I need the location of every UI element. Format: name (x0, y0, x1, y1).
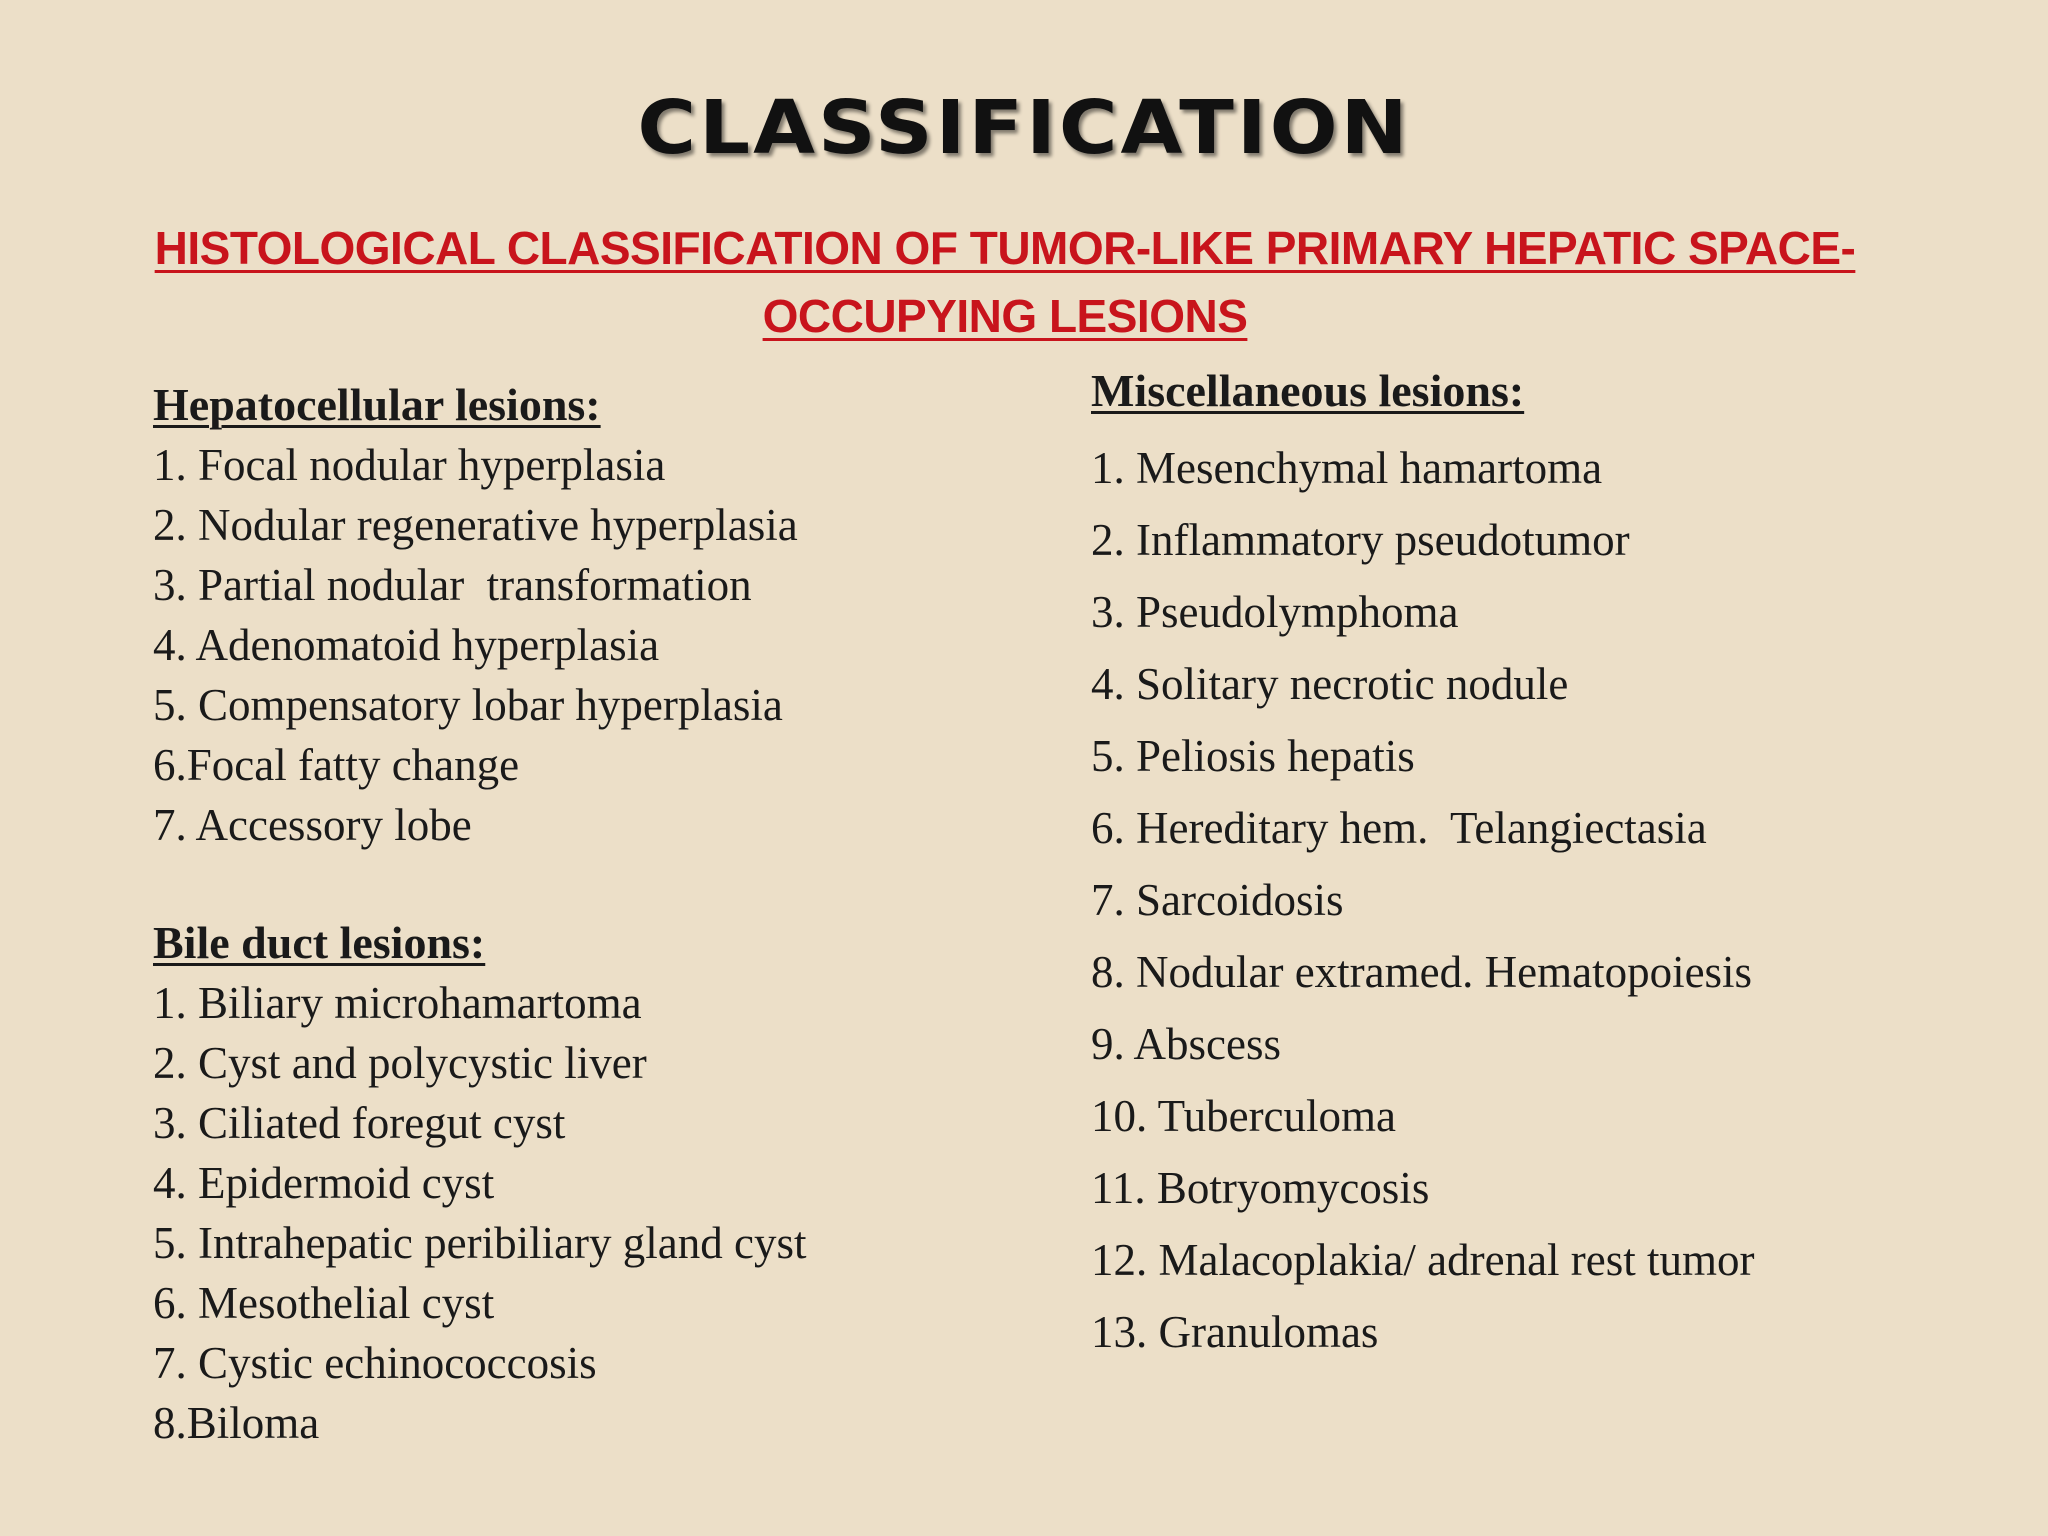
list-item: 4. Adenomatoid hyperplasia (153, 620, 660, 670)
list-item: 2. Cyst and polycystic liver (153, 1038, 647, 1088)
list-item: 11. Botryomycosis (1091, 1163, 1430, 1213)
list-item: 6. Hereditary hem. Telangiectasia (1091, 803, 1707, 853)
hepatocellular-list (153, 435, 1053, 855)
list-item: 10. Tuberculoma (1091, 1091, 1397, 1141)
subtitle: HISTOLOGICAL CLASSIFICATION OF TUMOR-LIKE PRIMARY HEPATIC SPACE-OCCUPYING LESIONS (154, 222, 1856, 342)
list-item: 7. Cystic echinococcosis (153, 1338, 597, 1388)
list-item: 1. Focal nodular hyperplasia (153, 440, 666, 490)
miscellaneous-list (1091, 432, 2011, 1368)
group-spacer (153, 855, 1053, 913)
list-item: 2. Nodular regenerative hyperplasia (153, 500, 798, 550)
bile-duct-list (153, 973, 1053, 1453)
list-item: 1. Biliary microhamartoma (153, 978, 642, 1028)
hepatocellular-heading: Hepatocellular lesions: (153, 379, 601, 430)
list-item: 4. Epidermoid cyst (153, 1158, 495, 1208)
list-item: 4. Solitary necrotic nodule (1091, 659, 1569, 709)
page-title: CLASSIFICATION (637, 84, 1411, 171)
list-item: 2. Inflammatory pseudotumor (1091, 515, 1630, 565)
list-item: 12. Malacoplakia/ adrenal rest tumor (1091, 1235, 1755, 1285)
list-item: 7. Accessory lobe (153, 800, 472, 850)
bile-duct-heading: Bile duct lesions: (153, 917, 486, 968)
list-item: 8. Nodular extramed. Hematopoiesis (1091, 947, 1753, 997)
list-item: 7. Sarcoidosis (1091, 875, 1344, 925)
list-item: 3. Pseudolymphoma (1091, 587, 1459, 637)
left-column (153, 375, 1053, 1453)
list-item: 1. Mesenchymal hamartoma (1091, 443, 1603, 493)
miscellaneous-heading: Miscellaneous lesions: (1091, 365, 1525, 416)
right-column (1091, 360, 2011, 1368)
list-item: 9. Abscess (1091, 1019, 1281, 1069)
list-item: 6. Mesothelial cyst (153, 1278, 495, 1328)
list-item: 5. Intrahepatic peribiliary gland cyst (153, 1218, 807, 1268)
list-item: 13. Granulomas (1091, 1307, 1379, 1357)
list-item: 6.Focal fatty change (153, 740, 520, 790)
list-item: 8.Biloma (153, 1398, 320, 1448)
list-item: 3. Ciliated foregut cyst (153, 1098, 566, 1148)
list-item: 5. Compensatory lobar hyperplasia (153, 680, 783, 730)
list-item: 5. Peliosis hepatis (1091, 731, 1415, 781)
list-item: 3. Partial nodular transformation (153, 560, 752, 610)
